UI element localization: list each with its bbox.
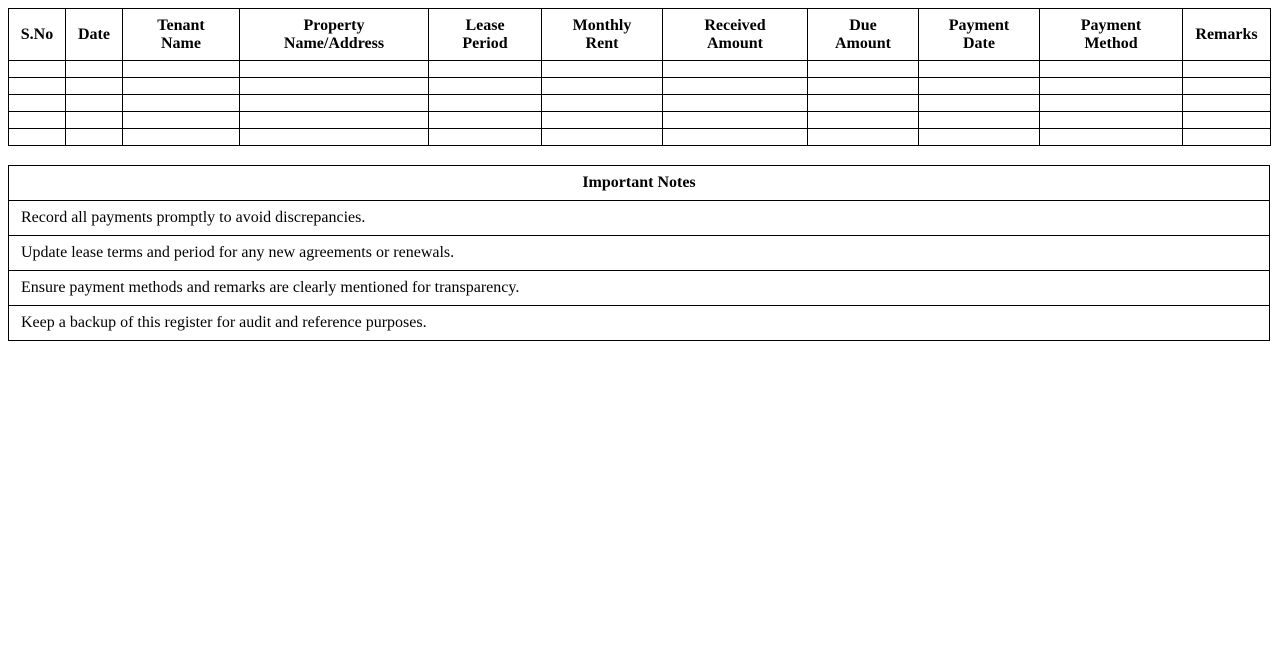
table-cell[interactable] — [1040, 95, 1183, 112]
table-cell[interactable] — [429, 95, 542, 112]
column-header-sno: S.No — [9, 9, 66, 61]
table-cell[interactable] — [66, 112, 123, 129]
table-cell[interactable] — [123, 61, 240, 78]
table-cell[interactable] — [123, 78, 240, 95]
table-cell[interactable] — [429, 112, 542, 129]
table-cell[interactable] — [919, 78, 1040, 95]
table-cell[interactable] — [808, 78, 919, 95]
table-row — [9, 61, 1271, 78]
column-header-received-amount: Received Amount — [663, 9, 808, 61]
table-cell[interactable] — [1040, 112, 1183, 129]
column-header-remarks: Remarks — [1183, 9, 1271, 61]
column-header-monthly-rent: Monthly Rent — [542, 9, 663, 61]
column-header-lease-period: Lease Period — [429, 9, 542, 61]
table-cell[interactable] — [663, 129, 808, 146]
table-cell[interactable] — [66, 95, 123, 112]
table-row — [9, 112, 1271, 129]
table-cell[interactable] — [542, 78, 663, 95]
table-cell[interactable] — [542, 129, 663, 146]
table-cell[interactable] — [663, 95, 808, 112]
table-cell[interactable] — [808, 112, 919, 129]
note-item: Keep a backup of this register for audit and reference purposes. — [9, 306, 1270, 341]
table-cell[interactable] — [9, 112, 66, 129]
column-header-date: Date — [66, 9, 123, 61]
table-cell[interactable] — [1040, 129, 1183, 146]
table-cell[interactable] — [808, 61, 919, 78]
table-row — [9, 78, 1271, 95]
table-cell[interactable] — [1183, 78, 1271, 95]
note-item: Ensure payment methods and remarks are clearly mentioned for transparency. — [9, 271, 1270, 306]
column-header-tenant-name: Tenant Name — [123, 9, 240, 61]
table-cell[interactable] — [429, 61, 542, 78]
table-cell[interactable] — [1040, 78, 1183, 95]
table-cell[interactable] — [429, 129, 542, 146]
table-cell[interactable] — [663, 61, 808, 78]
table-cell[interactable] — [542, 61, 663, 78]
table-cell[interactable] — [919, 61, 1040, 78]
important-notes-table — [8, 165, 1270, 341]
table-row — [9, 129, 1271, 146]
column-header-property: Property Name/Address — [240, 9, 429, 61]
column-header-payment-method: Payment Method — [1040, 9, 1183, 61]
table-cell[interactable] — [9, 129, 66, 146]
table-cell[interactable] — [66, 78, 123, 95]
table-cell[interactable] — [240, 129, 429, 146]
table-cell[interactable] — [808, 95, 919, 112]
table-cell[interactable] — [429, 78, 542, 95]
table-cell[interactable] — [542, 112, 663, 129]
note-item: Update lease terms and period for any new agreements or renewals. — [9, 236, 1270, 271]
table-cell[interactable] — [808, 129, 919, 146]
table-cell[interactable] — [1183, 95, 1271, 112]
table-cell[interactable] — [240, 95, 429, 112]
table-cell[interactable] — [542, 95, 663, 112]
table-cell[interactable] — [1183, 129, 1271, 146]
table-cell[interactable] — [9, 78, 66, 95]
table-cell[interactable] — [66, 61, 123, 78]
column-header-due-amount: Due Amount — [808, 9, 919, 61]
table-cell[interactable] — [240, 61, 429, 78]
table-cell[interactable] — [1183, 112, 1271, 129]
table-cell[interactable] — [1040, 61, 1183, 78]
table-cell[interactable] — [123, 95, 240, 112]
table-cell[interactable] — [1183, 61, 1271, 78]
table-cell[interactable] — [663, 112, 808, 129]
table-cell[interactable] — [123, 112, 240, 129]
table-cell[interactable] — [919, 112, 1040, 129]
note-item: Record all payments promptly to avoid discrepancies. — [9, 201, 1270, 236]
table-cell[interactable] — [919, 129, 1040, 146]
table-cell[interactable] — [66, 129, 123, 146]
table-header-row — [9, 9, 1271, 61]
table-row — [9, 95, 1271, 112]
table-cell[interactable] — [240, 112, 429, 129]
table-cell[interactable] — [123, 129, 240, 146]
table-cell[interactable] — [919, 95, 1040, 112]
table-cell[interactable] — [9, 61, 66, 78]
table-cell[interactable] — [663, 78, 808, 95]
rent-register-table — [8, 8, 1271, 146]
column-header-payment-date: Payment Date — [919, 9, 1040, 61]
table-cell[interactable] — [9, 95, 66, 112]
notes-title: Important Notes — [9, 166, 1270, 201]
table-cell[interactable] — [240, 78, 429, 95]
